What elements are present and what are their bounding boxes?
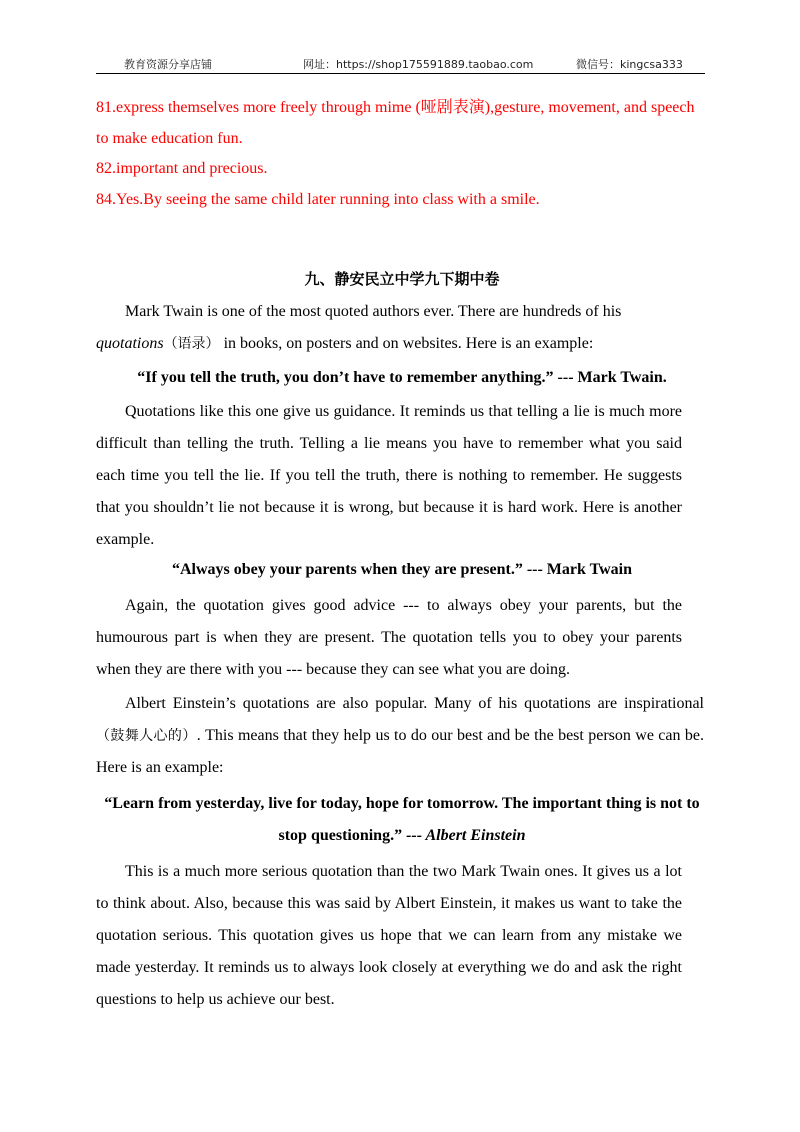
answer-key	[96, 93, 708, 215]
quote-line2-text: stop questioning.”	[278, 827, 407, 844]
quote-text: “If you tell the truth, you don’t have to remember anything.” --- Mark Twain.	[137, 369, 667, 386]
quote-attribution: --- Albert Einstein	[406, 827, 526, 844]
paragraph-1	[96, 296, 682, 360]
paragraph-4-part1: Albert Einstein’s quotations are also popular. Many of his quotations are inspirational	[125, 695, 704, 712]
header-url[interactable]: 网址：https://shop175591889.taobao.com	[303, 58, 534, 71]
quote-line2	[96, 820, 708, 852]
answer-line: 84.Yes.By seeing the same child later running into class with a smile.	[96, 190, 540, 208]
answer-line: 81.express themselves more freely through mime (哑剧表演),gesture, movement, and speech	[96, 99, 695, 116]
answer-line: 82.important and precious.	[96, 160, 268, 177]
paragraph-5	[96, 856, 682, 1016]
paragraph-2	[96, 396, 682, 556]
section-title: 九、静安民立中学九下期中卷	[304, 270, 500, 288]
quote-twain-truth	[96, 362, 708, 394]
page-header	[96, 57, 705, 74]
paragraph-5-text: This is a much more serious quotation than the two Mark Twain ones. It gives us a lot to think about. Also, because this was said by Albert Einstein, it makes us want to take the quotation serious. This quotation gives us hope that we can learn from any mistake we made yesterday. It reminds us to always look closely at everything we do and ask the right questions to help us achieve our best.	[96, 863, 682, 1008]
paragraph-4-text	[96, 688, 704, 784]
paragraph-1-line2	[96, 328, 682, 360]
chinese-gloss: （鼓舞人心的）	[96, 728, 197, 744]
quote-text: “Always obey your parents when they are present.” --- Mark Twain	[172, 561, 632, 578]
quote-line1: “Learn from yesterday, live for today, hope for tomorrow. The important thing is not to	[104, 795, 700, 812]
paragraph-4	[96, 688, 704, 784]
quote-twain-parents	[96, 554, 708, 586]
chinese-gloss: （语录）	[163, 336, 220, 352]
quote-einstein	[96, 788, 708, 852]
paragraph-1-line1: Mark Twain is one of the most quoted authors ever. There are hundreds of his	[125, 303, 622, 320]
answer-line: to make education fun.	[96, 129, 243, 147]
paragraph-1-rest: in books, on posters and on websites. Here is an example:	[219, 335, 594, 352]
paragraph-3	[96, 590, 682, 686]
header-shop-name: 教育资源分享店铺	[124, 58, 212, 71]
italic-term: quotations	[96, 335, 164, 352]
paragraph-4-part2: . This means that they help us to do our best and be the best person we can be. Here is an example:	[96, 727, 705, 776]
header-wechat: 微信号：kingcsa333	[576, 58, 683, 71]
paragraph-2-text: Quotations like this one give us guidance. It reminds us that telling a lie is much more difficult than telling the truth. Telling a lie means you have to remember what you said each time you tell the lie. If you tell the truth, there is nothing to remember. He suggests that you shouldn’t lie not because it is wrong, but because it is hard work. Here is another example.	[96, 403, 682, 548]
paragraph-3-text: Again, the quotation gives good advice --- to always obey your parents, but the humourous part is when they are present. The quotation tells you to obey your parents when they are there with you --- because they can see what you are doing.	[96, 597, 682, 678]
